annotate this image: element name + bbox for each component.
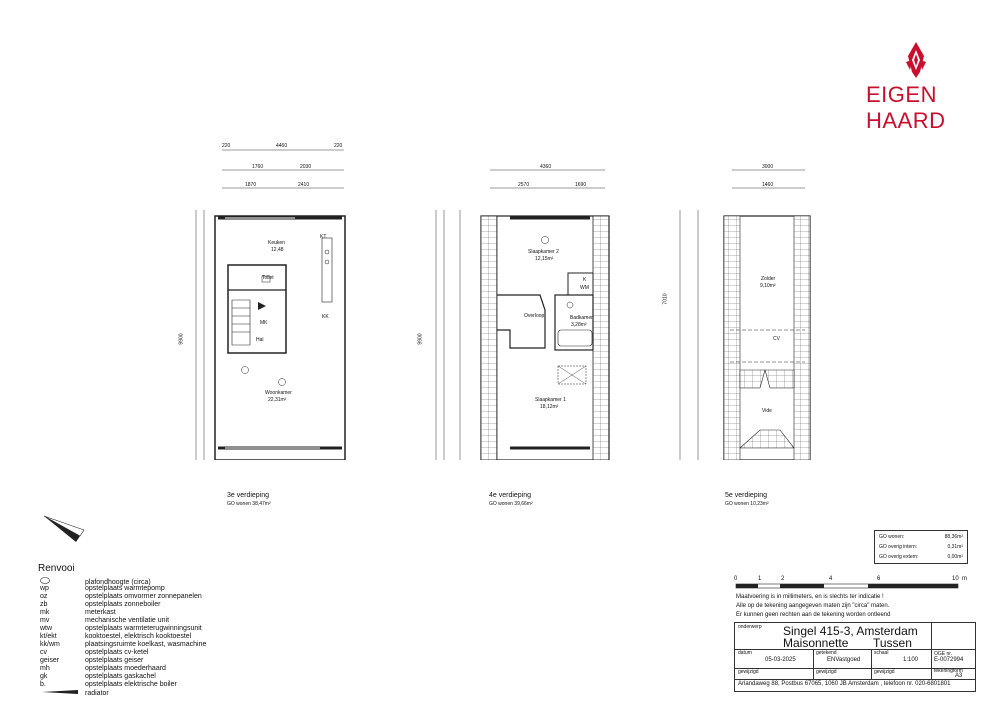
- dim-label: 1870: [245, 182, 257, 188]
- dim-label: 9900: [178, 333, 185, 345]
- scale-tick: 4: [829, 576, 833, 582]
- tekeningform: A3: [955, 673, 963, 679]
- schaal: 1:100: [903, 657, 919, 663]
- note-line: Maatvoering is in millimeters, en is slechts ter indicatie !: [736, 594, 884, 600]
- oge-label: OGE nr.: [934, 651, 953, 657]
- legend-item: plafondhoogte (circa): [40, 577, 151, 586]
- dim-label: 4460: [276, 143, 288, 149]
- room-label: Toilet: [262, 275, 274, 281]
- dim-label: 7010: [662, 293, 669, 305]
- gewijzigd-label: gewijzigd: [738, 669, 759, 675]
- note-line: Alle op de tekening aangegeven maten zijn "circa" maten.: [736, 603, 890, 609]
- room-label: Badkamer: [570, 315, 593, 321]
- dim-label: 2410: [298, 182, 310, 188]
- summary-value: 88,36m²: [944, 534, 963, 540]
- radiator-icon: [40, 689, 80, 695]
- scale-tick: 10: [952, 576, 959, 582]
- gewijzigd-label: gewijzigd: [816, 669, 837, 675]
- room-label: Vide: [762, 408, 772, 414]
- floor-title: 3e verdieping: [227, 492, 270, 499]
- legend-item: radiator: [40, 689, 109, 697]
- address: Singel 415-3, Amsterdam: [783, 624, 918, 638]
- dim-label: 4360: [540, 164, 552, 170]
- north-arrow-icon: [40, 510, 90, 550]
- gewijzigd-label: gewijzigd: [874, 669, 895, 675]
- brand-name: EIGEN HAARD: [866, 82, 946, 133]
- room-label: Slaapkamer 2: [528, 249, 559, 255]
- dim-label: 220: [334, 143, 343, 149]
- dim-label: 2030: [300, 164, 312, 170]
- dwelling-type: Maisonnette: [783, 636, 849, 650]
- title-block: [734, 622, 976, 692]
- floor-5-plan: [680, 170, 810, 460]
- summary-label: GO overig intern:: [879, 544, 918, 550]
- room-label: Hal: [256, 337, 264, 343]
- legend-item: zb opstelplaats zonneboiler: [40, 601, 161, 608]
- legend-item: kk/wm plaatsingsruimte koelkast, wasmachine: [40, 641, 207, 648]
- summary-label: GO overig extern:: [879, 554, 919, 560]
- floorplans-drawing: [0, 130, 1000, 460]
- legend-item: kt/ekt kooktoestel, elektrisch kooktoestel: [40, 633, 192, 640]
- legend-item: wp opstelplaats warmtepomp: [40, 585, 165, 592]
- summary-label: GO wonen:: [879, 534, 905, 540]
- floor-3-plan: [196, 150, 345, 460]
- room-label: Keuken: [268, 240, 285, 246]
- room-label: Zolder: [761, 276, 776, 282]
- scale-tick: 6: [877, 576, 881, 582]
- room-area: 9,10m²: [760, 283, 776, 289]
- legend-item: oz opstelplaats omvormer zonnepanelen: [40, 593, 202, 600]
- dim-label: 9900: [417, 333, 424, 345]
- legend-item: gk opstelplaats gaskachel: [40, 673, 156, 680]
- summary-value: 0,31m²: [947, 544, 963, 550]
- room-label: MK: [260, 320, 268, 326]
- legend-item: geiser opstelplaats geiser: [40, 657, 144, 664]
- dim-label: 1460: [762, 182, 774, 188]
- brand-logo: [866, 40, 966, 133]
- room-area: 22,31m²: [268, 397, 287, 403]
- room-label: CV: [773, 336, 780, 342]
- floor-title: 5e verdieping: [725, 492, 768, 499]
- oge-number: E-0072994: [934, 657, 964, 663]
- legend-item: wtw opstelplaats warmteterugwinningsunit: [40, 625, 202, 632]
- dwelling-subtype: Tussen: [873, 636, 912, 650]
- scale-unit: m: [962, 576, 967, 582]
- dim-label: 3000: [762, 164, 774, 170]
- scale-tick: 0: [734, 576, 738, 582]
- legend-title: Renvooi: [38, 563, 75, 574]
- dim-label: 1690: [575, 182, 587, 188]
- legend-item: mv mechanische ventilatie unit: [40, 617, 170, 624]
- room-area: 3,28m²: [571, 322, 587, 328]
- room-area: 12,15m²: [535, 256, 554, 262]
- scale-tick: 2: [781, 576, 785, 582]
- floor-area: GO wonen 38,47m²: [227, 501, 271, 507]
- datum-label: datum: [738, 650, 752, 656]
- footer-address: Arlandaweg 88, Postbus 67065, 1060 JB Amsterdam , telefoon nr. 020-6801801: [738, 681, 951, 687]
- room-label: KK: [322, 314, 329, 320]
- getekend-label: getekend: [816, 650, 837, 656]
- area-summary: [874, 530, 968, 564]
- ceiling-height-icon: [40, 577, 50, 584]
- dim-label: 1760: [252, 164, 264, 170]
- getekend: ENVastgoed: [827, 657, 861, 663]
- room-label: WM: [580, 285, 589, 291]
- room-label: KT: [320, 234, 327, 240]
- legend-item: mk meterkast: [40, 609, 116, 616]
- room-area: 18,12m²: [540, 404, 559, 410]
- summary-value: 0,00m²: [947, 554, 963, 560]
- scale-bar: [734, 582, 974, 592]
- room-label: Slaapkamer 1: [535, 397, 566, 403]
- dim-label: 2570: [518, 182, 530, 188]
- room-label: Overloop: [524, 313, 545, 319]
- room-area: 12,48: [271, 247, 284, 253]
- floor-area: GO wonen 39,66m²: [489, 501, 533, 507]
- floor-title: 4e verdieping: [489, 492, 532, 499]
- datum: 05-03-2025: [765, 657, 796, 663]
- room-label: K: [583, 277, 587, 283]
- schaal-label: schaal: [874, 650, 889, 656]
- note-line: Er kunnen geen rechten aan de tekening worden ontleend: [736, 612, 891, 618]
- scale-tick: 1: [758, 576, 762, 582]
- legend-item: cv opstelplaats cv-ketel: [40, 649, 149, 656]
- legend-item: b. opstelplaats elektrische boiler: [40, 681, 177, 688]
- floor-area: GO wonen 10,23m²: [725, 501, 769, 507]
- room-label: Woonkamer: [265, 390, 292, 396]
- legend-item: mh opstelplaats moederhaard: [40, 665, 166, 672]
- dim-label: 220: [222, 143, 231, 149]
- onderwerp-label: onderwerp: [738, 624, 762, 630]
- flame-icon: [896, 40, 936, 80]
- tekeningform-label: tekeningform: [934, 668, 963, 674]
